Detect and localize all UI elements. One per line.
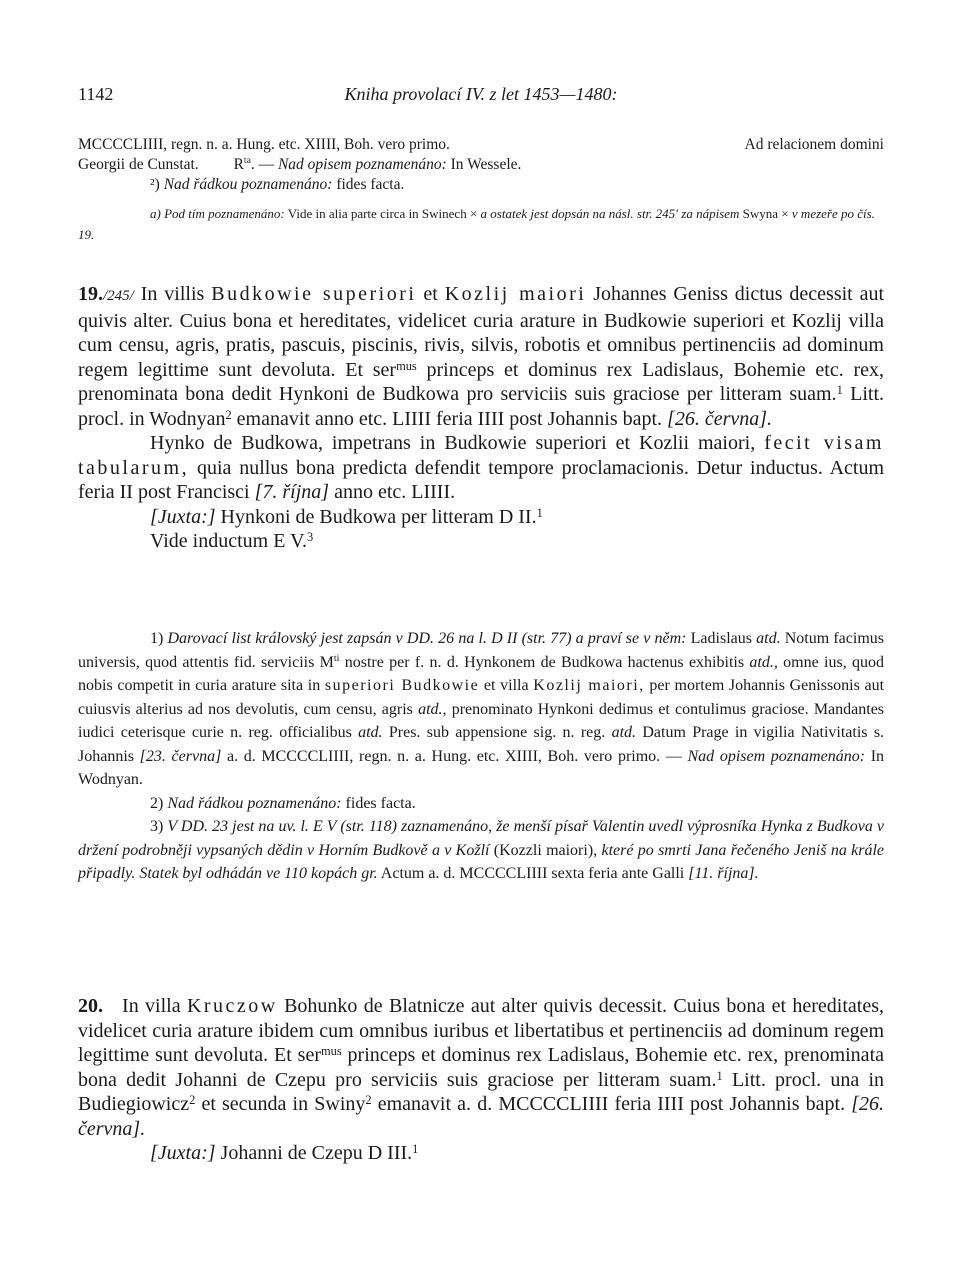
footnote-ref: 1 xyxy=(412,1142,419,1156)
juxta-label: [Juxta:] xyxy=(150,505,216,528)
footnote-text: prenominato Hynkoni dedimus et contulimus graciose. Mandantes iudici ceterisque curie n. reg. officialibus xyxy=(78,700,885,741)
footnote-ref: 2 xyxy=(189,1093,196,1107)
entry-text: quia nullus bona predicta defendit tempore proclamacionis. Detur inductus. Actum feria II post Francisci xyxy=(78,456,885,503)
footnote-ref: 1 xyxy=(836,383,843,397)
superscript: mus xyxy=(396,358,417,373)
entry-text: In villis xyxy=(140,283,205,305)
entry-juxta xyxy=(78,1141,884,1166)
footnote-text: atd. xyxy=(358,724,383,741)
superscript: mus xyxy=(320,1044,342,1058)
entry-text: Litt. procl. una in Budiegiowicz xyxy=(78,1068,885,1115)
date-note: [11. října]. xyxy=(688,865,759,882)
footnote-text: Georgii de Cunstat. xyxy=(78,156,199,173)
footnote-1 xyxy=(78,627,884,792)
superscript: ta xyxy=(243,155,251,166)
footnote-text: Vide in alia parte circa in Swinech × xyxy=(287,206,478,221)
footnote-text: nostre per f. n. d. Hynkonem de Budkowa hactenus exhibitis xyxy=(344,653,745,671)
footnote-mark: 3) xyxy=(150,818,164,835)
footnote-3 xyxy=(78,815,884,886)
place-name: superiori Budkowie xyxy=(324,677,480,694)
footnote-text: Nad řádkou poznamenáno: xyxy=(163,176,333,193)
entry-text: Litt. procl. in Wodnyan xyxy=(78,383,885,430)
footnote-text: omne ius, quod nobis competit in curia arature sita in xyxy=(78,653,885,694)
footnote-text: atd., xyxy=(418,700,447,718)
footnote-text: Pres. sub appensione sig. n. reg. xyxy=(388,724,606,741)
footnote-ref: 2 xyxy=(365,1093,372,1107)
entry-paragraph xyxy=(78,282,884,431)
entry-text: princeps et dominus rex Ladislaus, Bohemie etc. rex, prenominata bona dedit Hynkoni de Budkowa pro serviciis suis graciose per litteram suam. xyxy=(78,358,885,405)
footnote-ref: 1 xyxy=(536,505,543,520)
entry-text: Johannes Geniss dictus decessit aut quivis alter. Cuius bona et hereditates, videlicet curia arature in Budkowie superiori et Kozlij villa cum censu, agris, pratis, pascuis, piscinis, rivis, silvis, robotis et omnibus pertinenciis ad dominum regem legittime sunt devoluta. Et ser xyxy=(78,283,885,381)
footnote-text: Actum a. d. MCCCCLIIII sexta feria ante Galli xyxy=(380,865,685,882)
entry-text: Hynkoni de Budkowa per litteram D II. xyxy=(220,505,537,528)
place-name: Kozlij maiori xyxy=(444,283,587,305)
place-name: Kruczow xyxy=(186,995,278,1017)
entry-text: Bohunko de Blatnicze aut alter quivis decessit. Cuius bona et hereditates, videlicet curia arature ibidem cum omnibus iuribus et libertatibus et pertinenciis ad dominum regem legittime sunt devoluta. Et ser xyxy=(78,995,885,1066)
entry-text: emanavit a. d. MCCCCLIIII feria IIII post Johannis bapt. xyxy=(377,1093,846,1115)
entry-paragraph xyxy=(78,994,884,1141)
entry-text: In villa xyxy=(122,995,181,1017)
footnote-text: per mortem Johannis Genissonis aut cuiusvis alterius ad nos devolutis, cum censu, agris xyxy=(78,677,885,718)
entry-text: Johanni de Czepu D III. xyxy=(220,1142,413,1164)
footnote-ref: 1 xyxy=(716,1068,723,1083)
footnote-text: Pod tím poznamenáno: xyxy=(164,206,285,221)
continued-footnotes xyxy=(78,135,884,245)
footnote-text: fides facta. xyxy=(345,794,416,812)
footnote-text: a ostatek jest dopsán na násl. xyxy=(480,206,634,221)
footnote-text: Darovací list královský jest zapsán v DD. 26 na l. D II (str. 77) a praví se v něm: xyxy=(167,630,687,647)
entry-text: et xyxy=(423,283,438,305)
entry-20 xyxy=(78,994,884,1166)
footnote-continuation xyxy=(78,155,884,175)
entry-number: 20. xyxy=(78,995,103,1017)
entry-text: Hynko de Budkowa, impetrans in Budkowie superiori et Kozlii maiori, xyxy=(150,432,756,454)
page-number: 1142 xyxy=(78,84,114,104)
date-note: [23. června] xyxy=(139,747,222,765)
running-title: Kniha provolací IV. z let 1453—1480: xyxy=(344,84,618,104)
date-note: [26. června]. xyxy=(667,407,773,430)
entry-text: princeps et dominus rex Ladislaus, Bohemie etc. rex, prenominata bona dedit Johanni de Czepu pro serviciis suis graciose per litteram suam. xyxy=(78,1044,884,1091)
entry-vide xyxy=(78,529,884,554)
superscript: ti xyxy=(333,652,340,664)
entry-paragraph xyxy=(78,431,884,505)
footnote-text: které po smrti Jana řečeného Jeniš na krále připadly. Statek byl odhádán ve 110 kopách gr. xyxy=(78,841,885,882)
footnote-text: . — xyxy=(250,156,275,173)
footnote-text: MCCCCLIIII, regn. n. a. Hung. etc. XIIII, Boh. vero primo. xyxy=(78,136,450,153)
footnote-text: Ladislaus xyxy=(690,630,752,647)
footnote-text: str. 245′ za nápisem xyxy=(636,206,740,221)
footnote-continuation xyxy=(78,135,884,155)
entry-19 xyxy=(78,282,884,554)
footnote-ref: 3 xyxy=(306,530,314,544)
footnote-text: Ad relacionem domini xyxy=(744,136,884,153)
footnote-2 xyxy=(78,175,884,195)
date-note: [26. června]. xyxy=(78,1093,885,1140)
footnote-text: V DD. 23 jest na uv. l. E V (str. 118) zaznamenáno, že menší písař Valentin uvedl výprosníka Hynka z Budkova v držení podrobněji vypsaných dědin v Horním Budkově a v Kožlí xyxy=(78,818,884,859)
footnote-a xyxy=(78,203,884,245)
entry-text: et secunda in Swiny xyxy=(201,1093,366,1115)
footnote-text: fides facta. xyxy=(336,176,405,193)
footnote-text: atd., xyxy=(749,653,778,671)
footnote-text: In Wessele. xyxy=(450,156,522,173)
footnote-text: Notum facimus universis, quod attentis fid. serviciis M xyxy=(78,630,884,671)
entry-text: emanavit anno etc. LIIII feria IIII post Johannis bapt. xyxy=(236,407,663,430)
footnote-text: Nad opisem poznamenáno: xyxy=(277,156,447,173)
entry-juxta xyxy=(78,505,884,530)
footnote-mark: ²) xyxy=(150,176,160,193)
footnote-text: In Wodnyan. xyxy=(78,747,885,788)
entry-text: Vide inductum E V. xyxy=(150,530,307,552)
place-name: Budkowie superiori xyxy=(211,283,417,305)
entry-number: 19. xyxy=(78,283,103,305)
footnote-ref: 2 xyxy=(225,407,232,422)
footnote-text: atd. xyxy=(756,630,781,647)
spaced-phrase: fecit visam tabularum, xyxy=(78,432,884,479)
footnote-indent xyxy=(78,206,150,221)
footnote-text: R xyxy=(233,156,244,173)
juxta-label: [Juxta:] xyxy=(150,1142,216,1164)
footnote-mark: 1) xyxy=(150,630,164,647)
date-note: [7. října] xyxy=(254,481,330,503)
entry-text: anno etc. LIIII. xyxy=(334,481,456,503)
entry-19-footnotes xyxy=(78,627,884,886)
footnote-mark: 2) xyxy=(150,794,164,812)
footnote-text: Nad opisem poznamenáno: xyxy=(687,747,866,765)
place-name: Kozlij maiori, xyxy=(533,677,645,694)
footnote-text: Swyna × xyxy=(742,206,789,221)
folio-mark: /245/ xyxy=(103,288,134,304)
footnote-text: Nad řádkou poznamenáno: xyxy=(167,794,342,812)
footnote-mark: a) xyxy=(150,206,161,221)
footnote-text: v mezeře po čís. 19. xyxy=(78,206,875,242)
page-header xyxy=(78,84,884,112)
footnote-text: a. d. MCCCCLIIII, regn. n. a. Hung. etc. XIIII, Boh. vero primo. — xyxy=(226,747,682,765)
footnote-text: atd. xyxy=(611,724,637,741)
footnote-text: et villa xyxy=(483,677,529,694)
footnote-2 xyxy=(78,792,884,816)
footnote-text: (Kozzli maiori), xyxy=(493,841,598,859)
footnote-text: Datum Prage in vigilia Nativitatis s. Johannis xyxy=(78,724,885,765)
